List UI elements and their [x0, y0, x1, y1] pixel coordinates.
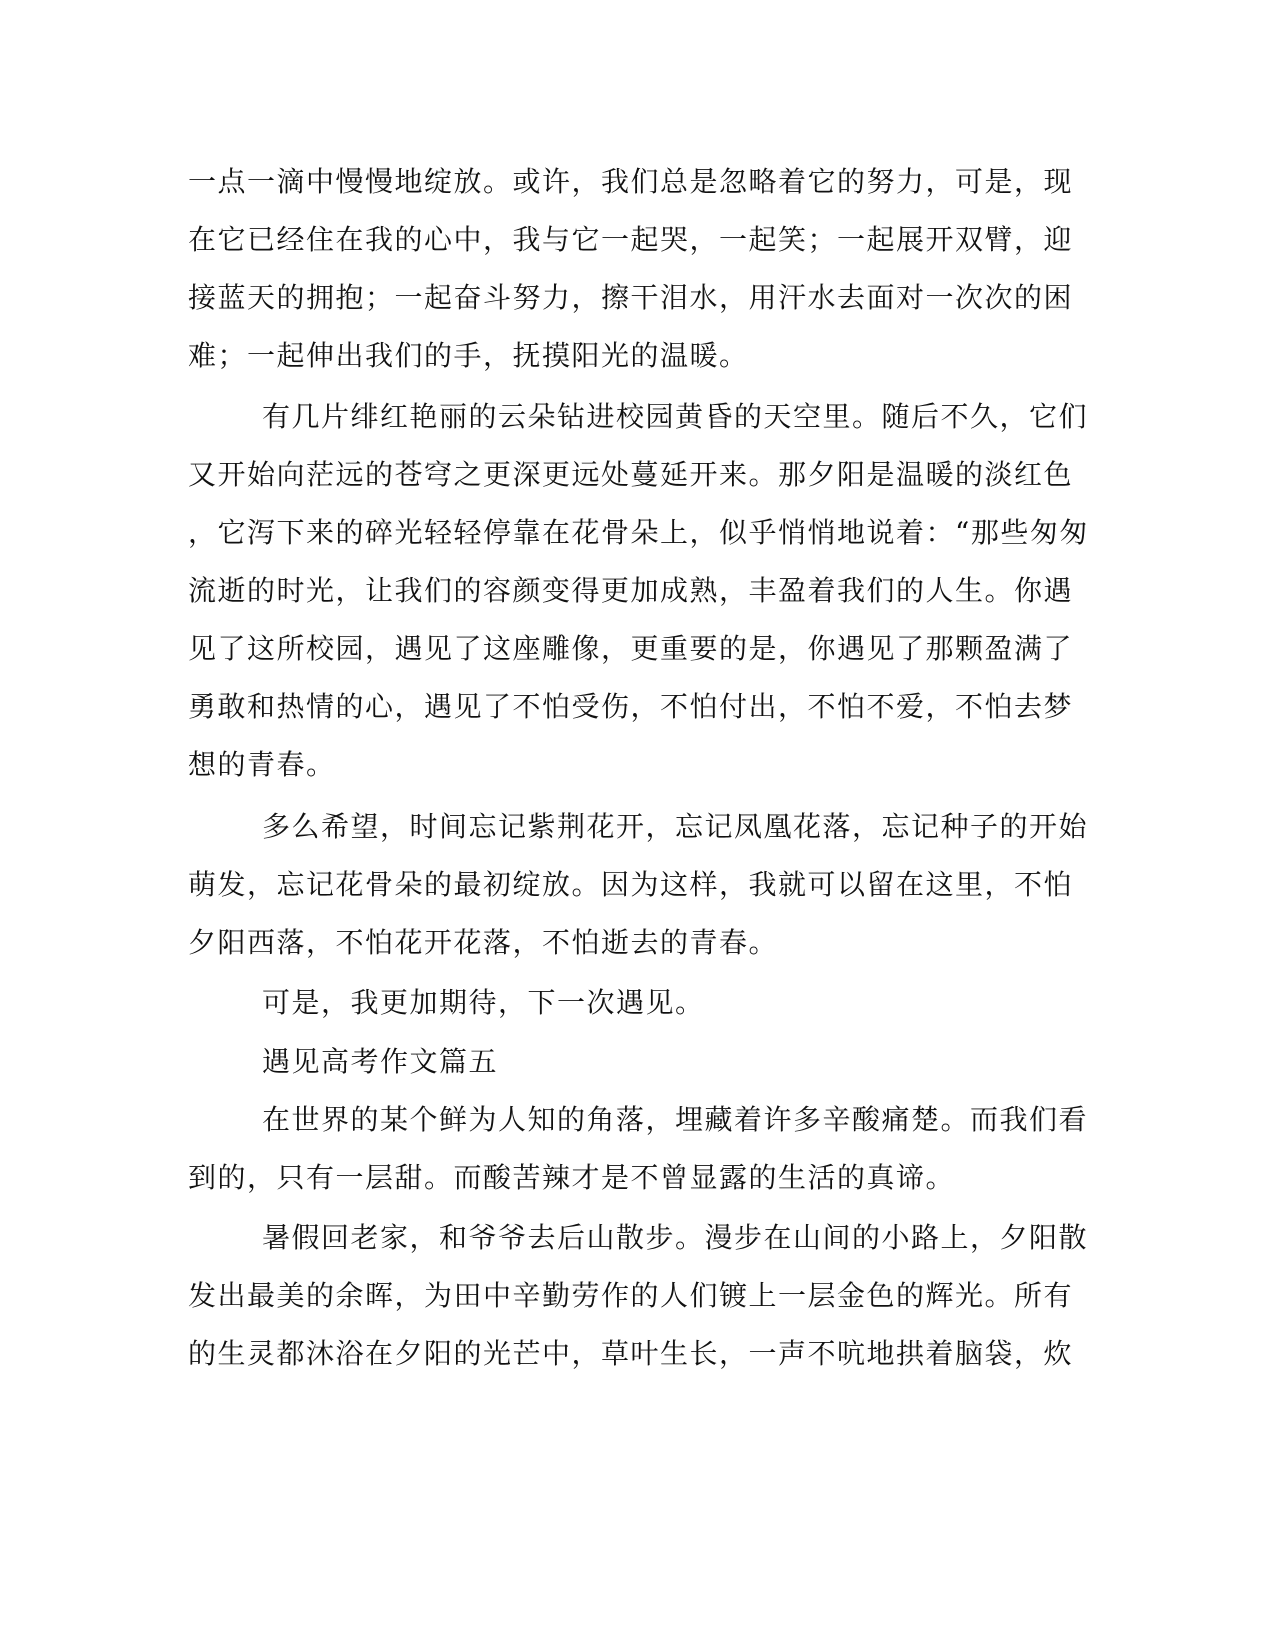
paragraph-first-line: 在世界的某个鲜为人知的角落，埋藏着许多辛酸痛楚。而我们看 — [262, 1103, 1089, 1136]
text-line: 勇敢和热情的心，遇见了不怕受伤，不怕付出，不怕不爱，不怕去梦 — [188, 690, 1074, 723]
text-line: 发出最美的余晖，为田中辛勤劳作的人们镀上一层金色的辉光。所有 — [188, 1279, 1074, 1312]
paragraph-first-line: 暑假回老家，和爷爷去后山散步。漫步在山间的小路上，夕阳散 — [262, 1221, 1089, 1254]
text-line: 一点一滴中慢慢地绽放。或许，我们总是忽略着它的努力，可是，现 — [188, 165, 1074, 198]
text-line: 夕阳西落，不怕花开花落，不怕逝去的青春。 — [188, 926, 779, 959]
section-heading: 遇见高考作文篇五 — [262, 1045, 499, 1078]
paragraph-first-line: 有几片绯红艳丽的云朵钻进校园黄昏的天空里。随后不久，它们 — [262, 400, 1089, 433]
text-line: 又开始向茫远的苍穹之更深更远处蔓延开来。那夕阳是温暖的淡红色 — [188, 458, 1074, 491]
text-line: ，它泻下来的碎光轻轻停靠在花骨朵上，似乎悄悄地说着：“那些匆匆 — [188, 516, 1089, 549]
text-line: 想的青春。 — [188, 748, 336, 781]
text-line: 到的，只有一层甜。而酸苦辣才是不曾显露的生活的真谛。 — [188, 1161, 956, 1194]
paragraph-first-line: 多么希望，时间忘记紫荆花开，忘记凤凰花落，忘记种子的开始 — [262, 810, 1089, 843]
text-line: 见了这所校园，遇见了这座雕像，更重要的是，你遇见了那颗盈满了 — [188, 632, 1074, 665]
paragraph-first-line: 可是，我更加期待，下一次遇见。 — [262, 986, 705, 1019]
text-line: 难；一起伸出我们的手，抚摸阳光的温暖。 — [188, 339, 749, 372]
text-line: 流逝的时光，让我们的容颜变得更加成熟，丰盈着我们的人生。你遇 — [188, 574, 1074, 607]
text-line: 的生灵都沐浴在夕阳的光芒中，草叶生长，一声不吭地拱着脑袋，炊 — [188, 1337, 1074, 1370]
text-line: 萌发，忘记花骨朵的最初绽放。因为这样，我就可以留在这里，不怕 — [188, 868, 1074, 901]
text-line: 接蓝天的拥抱；一起奋斗努力，擦干泪水，用汗水去面对一次次的困 — [188, 281, 1074, 314]
text-line: 在它已经住在我的心中，我与它一起哭，一起笑；一起展开双臂，迎 — [188, 223, 1074, 256]
